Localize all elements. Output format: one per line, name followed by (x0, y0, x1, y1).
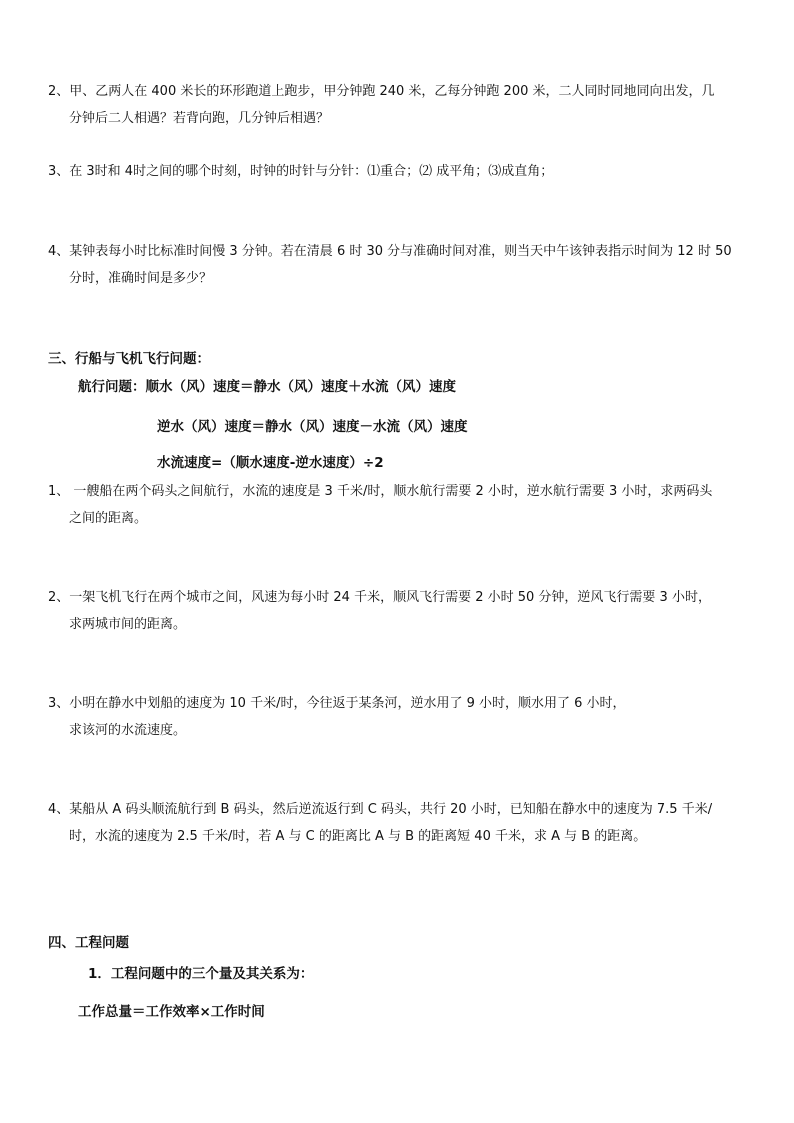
boat-q2-line1: 2、一架飞机飞行在两个城市之间，风速为每小时 24 千米，顺风飞行需要 2 小时 50 分钟，逆风飞行需要 3 小时， (48, 590, 711, 605)
boat-q1-line1: 1、 一艘船在两个码头之间航行，水流的速度是 3 千米/时，顺水航行需要 2 小时，逆水航行需要 3 小时，求两码头 (48, 484, 713, 499)
boat-q1-line2: 之间的距离。 (69, 511, 148, 526)
boat-q2-line2: 求两城市间的距离。 (69, 617, 187, 632)
chase-q2-line1: 2、甲、乙两人在 400 米长的环形跑道上跑步，甲分钟跑 240 米，乙每分钟跑 200 米，二人同时同地同向出发，几 (48, 84, 715, 99)
boat-q4-line1: 4、某船从 A 码头顺流航行到 B 码头，然后逆流返行到 C 码头，共行 20 小时，已知船在静水中的速度为 7.5 千米/ (48, 802, 713, 817)
section3-formula3: 水流速度=（顺水速度-逆水速度）÷2 (157, 455, 384, 471)
chase-q3-line1: 3、在 3时和 4时之间的哪个时刻，时钟的时针与分针：⑴重合；⑵ 成平角；⑶成直角； (48, 164, 554, 179)
section3-formula2: 逆水（风）速度＝静水（风）速度－水流（风）速度 (157, 419, 468, 435)
boat-q3-line1: 3、小明在静水中划船的速度为 10 千米/时，今往返于某条河，逆水用了 9 小时，顺水用了 6 小时， (48, 696, 626, 711)
chase-q2-line2: 分钟后二人相遇？若背向跑，几分钟后相遇？ (69, 111, 330, 126)
section3-formula1: 航行问题：顺水（风）速度＝静水（风）速度＋水流（风）速度 (78, 379, 456, 395)
section4-formula1: 工作总量＝工作效率×工作时间 (78, 1004, 265, 1020)
chase-q4-line2: 分时，准确时间是多少？ (69, 271, 213, 286)
boat-q3-line2: 求该河的水流速度。 (69, 723, 187, 738)
section4-sub1: 1．工程问题中的三个量及其关系为： (88, 966, 314, 982)
chase-q4-line1: 4、某钟表每小时比标准时间慢 3 分钟。若在清晨 6 时 30 分与准确时间对准，则当天中午该钟表指示时间为 12 时 50 (48, 244, 732, 259)
section3-heading: 三、行船与飞机飞行问题： (48, 351, 210, 367)
section4-heading: 四、工程问题 (48, 935, 129, 951)
boat-q4-line2: 时，水流的速度为 2.5 千米/时，若 A 与 C 的距离比 A 与 B 的距离短 40 千米，求 A 与 B 的距离。 (69, 829, 647, 844)
